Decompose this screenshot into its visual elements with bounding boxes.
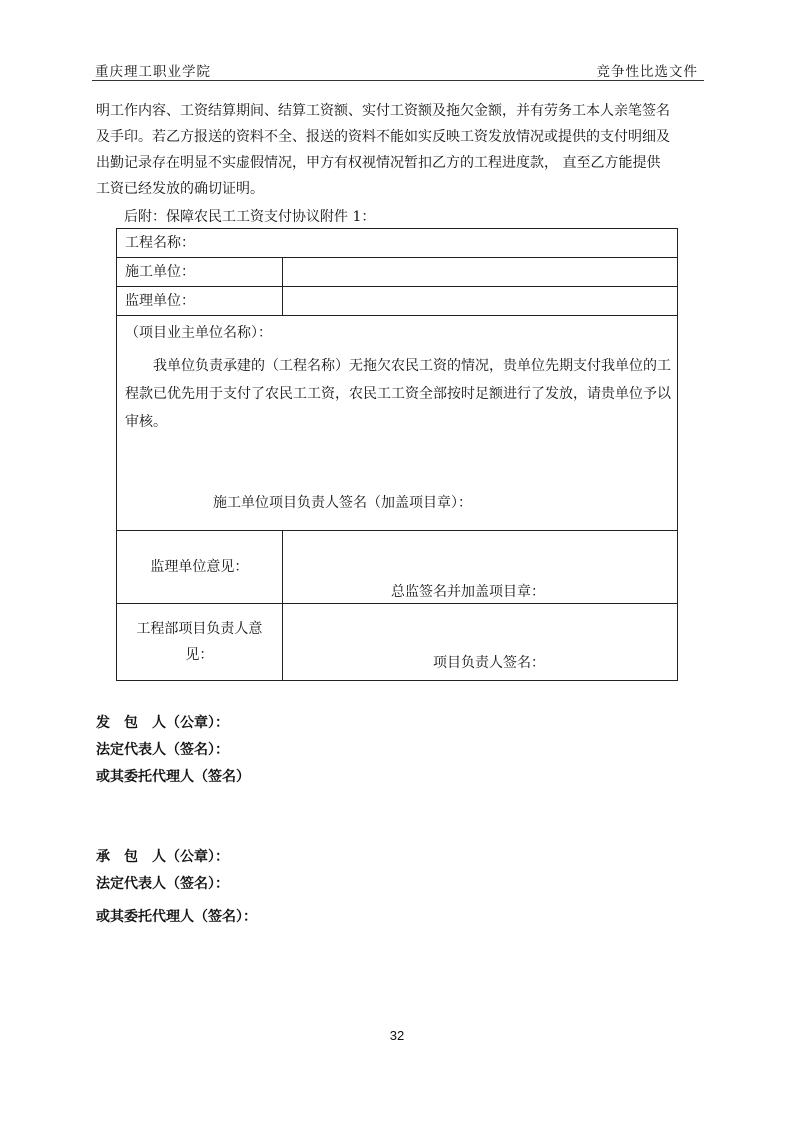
body-paragraph	[96, 98, 698, 202]
header-doc-title: 竞争性比选文件	[596, 64, 698, 80]
supervisor-value-field[interactable]	[282, 287, 677, 316]
contractor-label-cell	[117, 258, 283, 287]
page-number: 32	[389, 1028, 405, 1043]
project-name-cell[interactable]	[117, 229, 678, 258]
declaration-cell	[117, 316, 678, 531]
dept-opinion-field[interactable]	[282, 604, 677, 681]
supervisor-opinion-label: 监理单位意见：	[117, 531, 283, 604]
dept-opinion-label: 工程部项目负责人意见：	[117, 604, 283, 681]
contractor-rep-line: 法定代表人（签名）：	[96, 876, 229, 892]
supervisor-label: 监理单位：	[125, 293, 195, 309]
body-line: 及手印。若乙方报送的资料不全、报送的资料不能如实反映工资发放情况或提供的支付明细及	[96, 129, 670, 145]
declaration-text: 我单位负责承建的（工程名称）无拖欠农民工资的情况，贵单位先期支付我单位的工程款已优先用于支付了农民工工资，农民工工资全部按时足额进行了发放，请贵单位予以审核。	[125, 358, 671, 430]
header-divider	[92, 80, 704, 81]
appendix-title: 后附：保障农民工工资支付协议附件 1：	[124, 209, 376, 225]
contractor-value-field[interactable]	[282, 258, 677, 287]
addressee-text: （项目业主单位名称）：	[125, 325, 272, 341]
supervisor-label-cell	[117, 287, 283, 316]
header-institution: 重庆理工职业学院	[95, 64, 211, 80]
body-line: 出勤记录存在明显不实虚假情况，甲方有权视情况暂扣乙方的工程进度款， 直至乙方能提供	[96, 155, 661, 171]
contractor-seal-line: 承 包 人（公章）：	[96, 849, 229, 865]
dept-sign-label: 项目负责人签名：	[433, 655, 545, 671]
supervisor-sign-label: 总监签名并加盖项目章：	[391, 584, 545, 600]
employer-seal-line: 发 包 人（公章）：	[96, 715, 229, 731]
contractor-agent-line: 或其委托代理人（签名）：	[96, 909, 257, 925]
body-line: 明工作内容、工资结算期间、结算工资额、实付工资额及拖欠金额，并有劳务工本人亲笔签名	[96, 103, 670, 119]
supervisor-opinion-field[interactable]	[282, 531, 677, 604]
wage-payment-form	[116, 228, 678, 681]
body-line: 工资已经发放的确切证明。	[96, 181, 264, 197]
project-name-label: 工程名称：	[125, 235, 195, 251]
contractor-sign-label: 施工单位项目负责人签名（加盖项目章）：	[213, 495, 472, 511]
employer-rep-line: 法定代表人（签名）：	[96, 742, 229, 758]
employer-agent-line: 或其委托代理人（签名）	[96, 769, 250, 785]
contractor-label: 施工单位：	[125, 264, 195, 280]
